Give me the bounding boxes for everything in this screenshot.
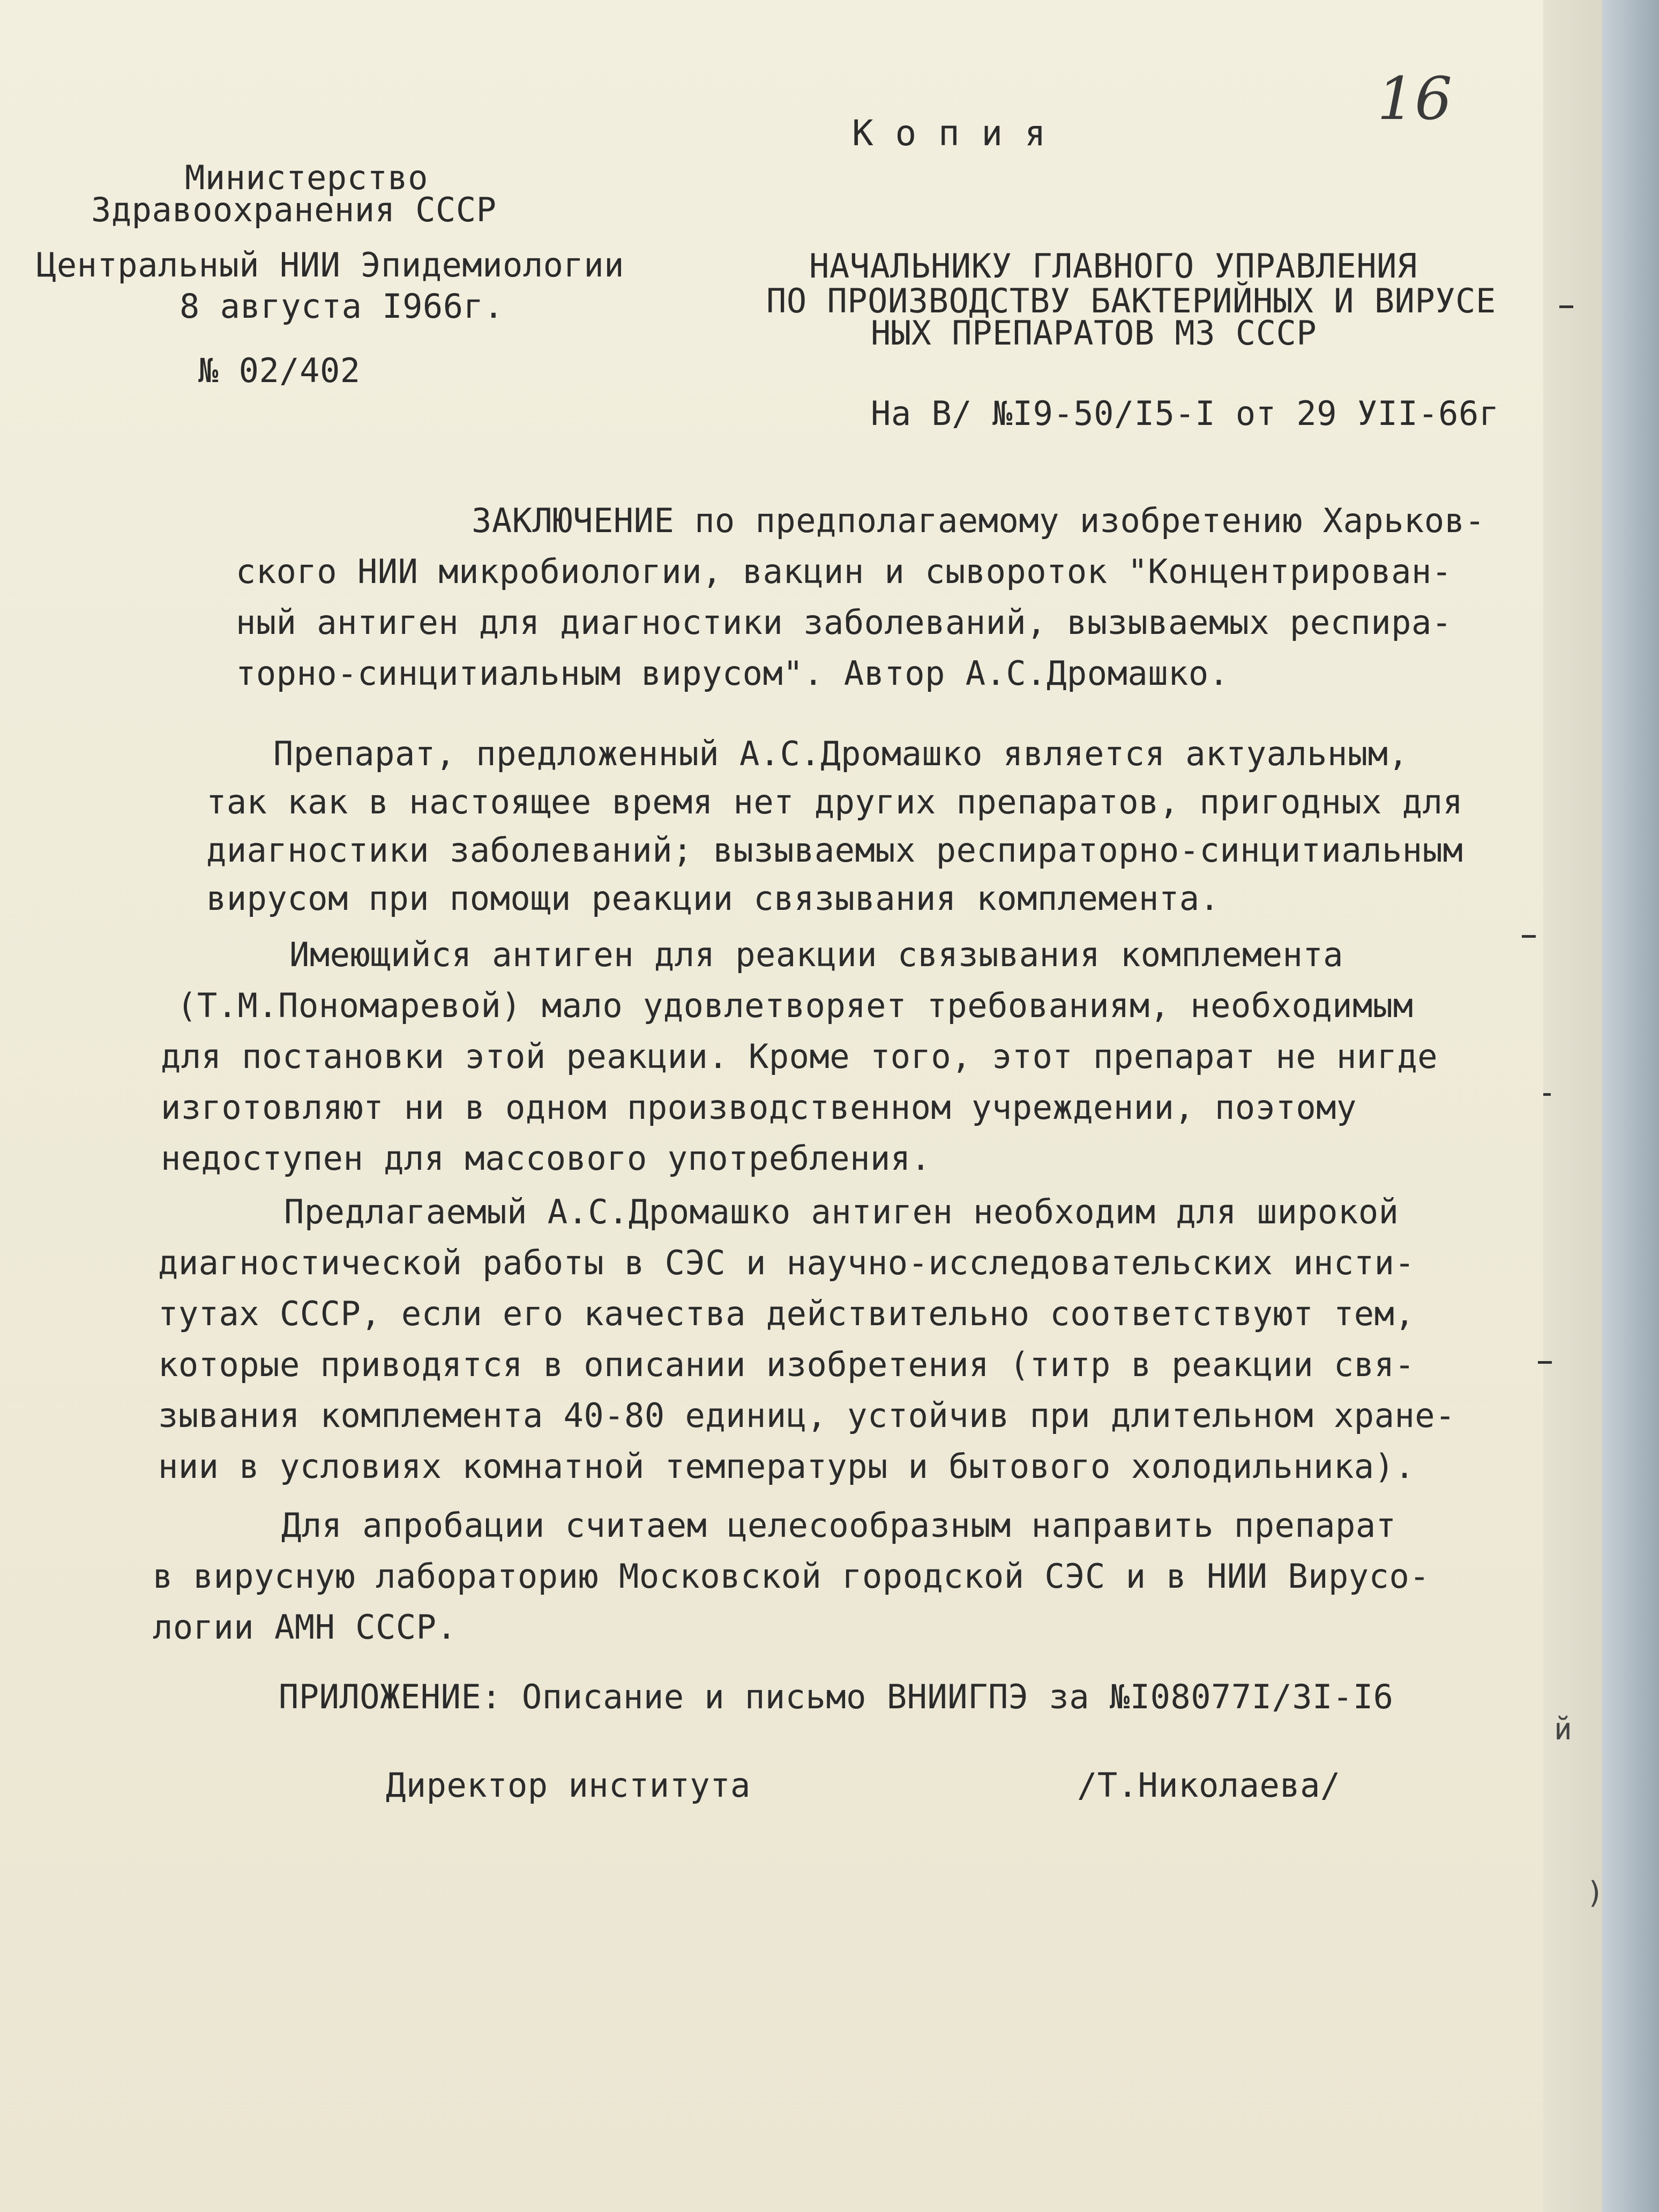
- margin-tick: [1538, 1361, 1552, 1364]
- body-line-7: для постановки этой реакции. Кроме того, этот препарат не нигде: [161, 1037, 1438, 1076]
- signature-position: Директор института: [386, 1766, 751, 1805]
- title-line-4: торно-синцитиальным вирусом". Автор А.С.Дромашко.: [236, 654, 1229, 693]
- folder-edge: [1602, 0, 1659, 2212]
- title-line-2: ского НИИ микробиологии, вакцин и сывороток "Концентрирован-: [236, 552, 1452, 591]
- sender-line-1: Министерство: [185, 158, 428, 197]
- addressee-line-2: ПО ПРОИЗВОДСТВУ БАКТЕРИЙНЫХ И ВИРУСЕ: [766, 281, 1496, 320]
- body-line-12: тутах СССР, если его качества действительно соответствуют тем,: [158, 1294, 1415, 1333]
- sender-date: 8 августа I966г.: [180, 287, 504, 326]
- attachment-line: ПРИЛОЖЕНИЕ: Описание и письмо ВНИИГПЭ за №I08077I/3I-I6: [279, 1677, 1394, 1716]
- margin-fragment-letter: й: [1554, 1712, 1572, 1747]
- body-line-15: нии в условиях комнатной температуры и бытового холодильника).: [158, 1447, 1415, 1486]
- body-line-5: Имеющийся антиген для реакции связывания комплемента: [289, 935, 1344, 974]
- body-line-2: так как в настоящее время нет других препаратов, пригодных для: [206, 782, 1463, 821]
- body-line-1: Препарат, предложенный А.С.Дромашко является актуальным,: [273, 734, 1409, 773]
- body-line-17: в вирусную лабораторию Московской городской СЭС и в НИИ Вирусо-: [153, 1557, 1430, 1596]
- margin-tick: [1543, 1093, 1551, 1096]
- body-line-6: (Т.М.Пономаревой) мало удовлетворяет требованиям, необходимым: [177, 986, 1414, 1025]
- body-line-13: которые приводятся в описании изобретения (титр в реакции свя-: [158, 1345, 1415, 1384]
- sender-line-3: Центральный НИИ Эпидемиологии: [36, 245, 624, 285]
- margin-fragment-paren: ): [1586, 1875, 1604, 1910]
- body-line-16: Для апробации считаем целесообразным направить препарат: [281, 1506, 1396, 1545]
- body-line-4: вирусом при помощи реакции связывания комплемента.: [206, 879, 1220, 918]
- handwritten-page-number: 16: [1377, 64, 1452, 133]
- sender-number: № 02/402: [198, 351, 361, 390]
- addressee-line-3: НЫХ ПРЕПАРАТОВ МЗ СССР: [871, 313, 1317, 353]
- title-line-1: ЗАКЛЮЧЕНИЕ по предполагаемому изобретению Харьков-: [472, 501, 1485, 540]
- margin-tick: [1522, 935, 1536, 938]
- title-line-3: ный антиген для диагностики заболеваний, вызываемых респира-: [236, 603, 1452, 642]
- body-line-11: диагностической работы в СЭС и научно-исследовательских инсти-: [158, 1243, 1415, 1282]
- body-line-10: Предлагаемый А.С.Дромашко антиген необходим для широкой: [284, 1192, 1399, 1231]
- addressee-line-1: НАЧАЛЬНИКУ ГЛАВНОГО УПРАВЛЕНИЯ: [809, 246, 1417, 286]
- body-line-9: недоступен для массового употребления.: [161, 1139, 931, 1178]
- body-line-14: зывания комплемента 40-80 единиц, устойчив при длительном хране-: [158, 1396, 1455, 1435]
- copy-label: К о п и я: [852, 113, 1047, 154]
- reference-number: На В/ №I9-50/I5-I от 29 УII-66г: [871, 394, 1499, 433]
- margin-tick: [1559, 305, 1573, 308]
- body-line-8: изготовляют ни в одном производственном учреждении, поэтому: [161, 1088, 1357, 1127]
- body-line-3: диагностики заболеваний; вызываемых респираторно-синцитиальным: [206, 831, 1463, 870]
- sender-line-2: Здравоохранения СССР: [91, 190, 497, 229]
- body-line-18: логии АМН СССР.: [153, 1608, 457, 1647]
- signature-name: /Т.Николаева/: [1077, 1766, 1341, 1805]
